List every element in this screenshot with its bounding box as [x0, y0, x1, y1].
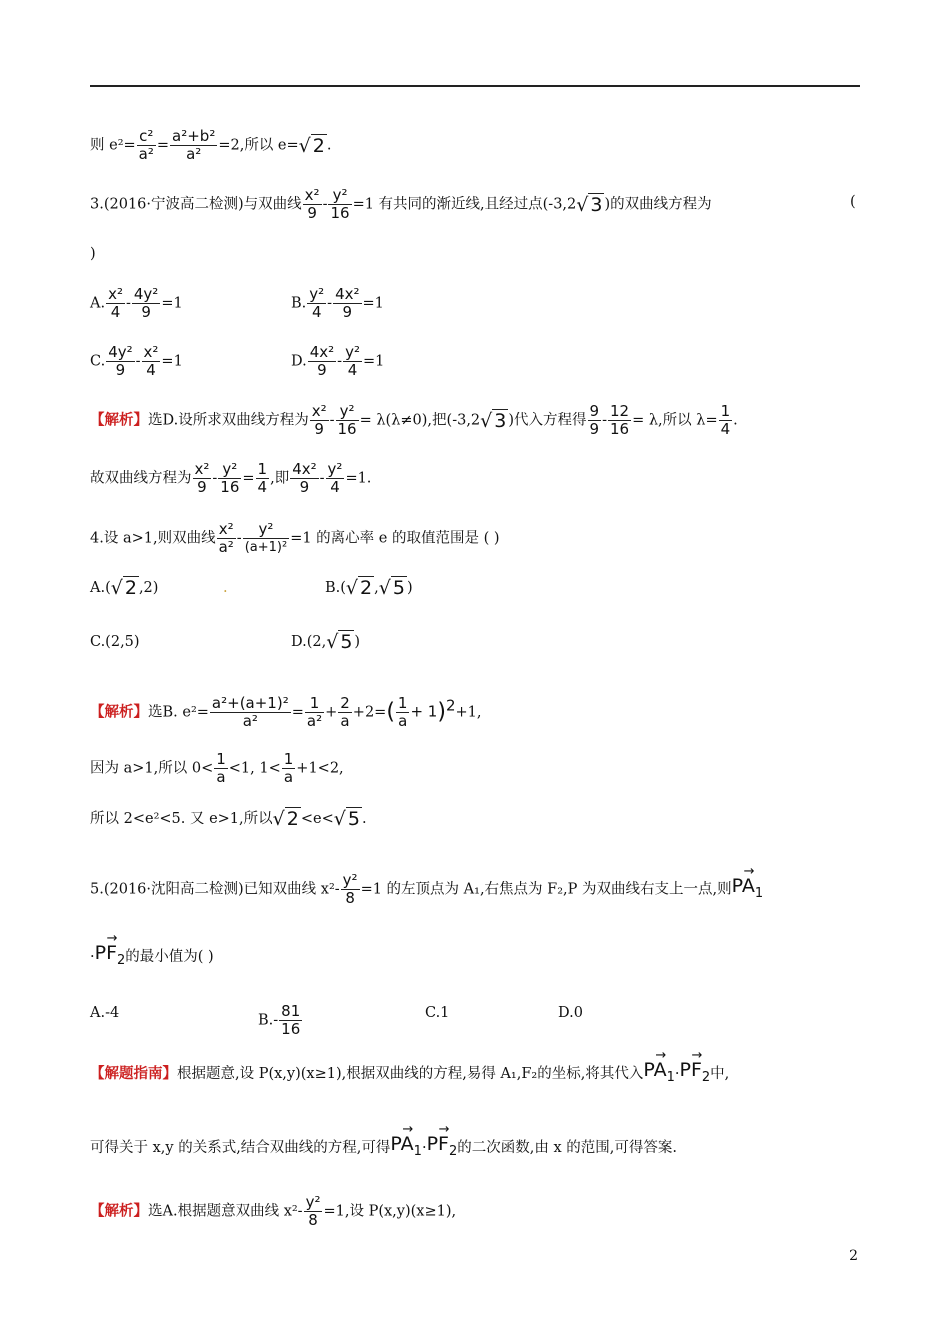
vector-pf2: → $PF_2$	[94, 931, 126, 968]
vector-pa1: → $PA_1$	[731, 863, 764, 901]
solution-tag: 【解析】	[90, 411, 148, 429]
solution-4-line3: 所以 2<e²<5. 又 e>1,所以√ 2 <e<√ 5 .	[90, 808, 367, 830]
question-5-line2: · → $PF_2$的最小值为( )	[90, 943, 214, 971]
denominator: a²	[138, 145, 154, 163]
page-number: 2	[849, 1248, 858, 1264]
option-d: D.(2,√ 5 )	[291, 631, 361, 653]
text: =	[156, 137, 170, 154]
question-3: 3.(2016·宁波高二检测)与双曲线 $\frac{\text{x²}}{9}$ - $\frac{\text{y²}}{16}$ =1 有共同的渐近线,且经过点(-3,2√ 3 )的双曲线方程为	[90, 186, 712, 222]
option-a: A. $\frac{\text{x²}}{4}$ - $\frac{\text{4y²}}{9}$ =1	[90, 285, 183, 321]
continuation-line: 则 e²= $\frac{\text{c²}}{\text{a²}}$ = $\frac{\text{a²+b²}}{\text{a²}}$ =2,所以 e=√ 2 .	[90, 127, 332, 163]
numerator: c²	[137, 128, 156, 146]
question-5: 5.(2016·沈阳高二检测)已知双曲线 x²- $\frac{\text{y²}}{8}$ =1 的左顶点为 A₁,右焦点为 F₂,P 为双曲线右支上一点,则 → $PA_1$	[90, 863, 764, 907]
answer-paren: (	[850, 194, 856, 210]
text: 则 e²=	[90, 137, 136, 154]
solution-4-line2: 因为 a>1,所以 0< $\frac{1}{a}$ <1, 1< $\frac{1}{a}$ +1<2,	[90, 750, 344, 786]
solution-3-line2: 故双曲线方程为 $\frac{\text{x²}}{9}$ - $\frac{\text{y²}}{16}$ = $\frac{1}{4}$ ,即 $\frac{\text{4x²}}{9}$ - $\frac{\text{y²}}{4}$ =1.	[90, 460, 372, 496]
solution-3: 【解析】选D.设所求双曲线方程为 $\frac{\text{x²}}{9}$ - $\frac{\text{y²}}{16}$ = λ(λ≠0),把(-3,2√ 3 )代入方程得 $\frac{9}{9}$ - $\frac{12}{16}$ = λ,所以 λ= $\frac{1}{4}$ .	[90, 402, 738, 438]
option-b: B.- $\frac{81}{16}$	[258, 1002, 301, 1038]
question-4: 4.设 a>1,则双曲线 $\frac{\text{x²}}{\text{a²}}$ - $\frac{\text{y²}}{\text{(a+1)²}}$ =1 的离心率 e 的取值范围是 ( )	[90, 520, 500, 556]
sqrt: √ 3	[576, 193, 603, 216]
guide-5: 【解题指南】根据题意,设 P(x,y)(x≥1),根据双曲线的方程,易得 A₁,F₂的坐标,将其代入 → $PA_1\cdot$ → $PF_2$中,	[90, 1048, 730, 1085]
sqrt: √ 2	[298, 134, 325, 157]
text: =2,所以 e=	[218, 137, 299, 154]
option-c: C. $\frac{\text{4y²}}{9}$ - $\frac{\text{x²}}{4}$ =1	[90, 343, 183, 379]
option-b: B. $\frac{\text{y²}}{4}$ - $\frac{\text{4x²}}{9}$ =1	[291, 285, 384, 321]
numerator: a²+b²	[172, 127, 216, 145]
option-c: C.1	[425, 1005, 450, 1021]
denominator: a²	[186, 145, 202, 163]
option-a: A.(√ 2 ,2)	[90, 577, 159, 599]
header-rule	[90, 85, 860, 87]
option-a: A.-4	[90, 1005, 120, 1021]
option-d: D.0	[558, 1005, 583, 1021]
option-d: D. $\frac{\text{4x²}}{9}$ - $\frac{\text{y²}}{4}$ =1	[291, 343, 385, 379]
answer-paren: )	[90, 246, 96, 262]
stray-dot: .	[223, 580, 228, 596]
option-c: C.(2,5)	[90, 634, 140, 650]
option-b: B.(√ 2 ,√ 5 )	[325, 577, 413, 599]
solution-5: 【解析】选A.根据题意双曲线 x²- $\frac{\text{y²}}{8}$ =1,设 P(x,y)(x≥1),	[90, 1193, 457, 1229]
solution-4: 【解析】选B. e²= $\frac{\text{a²+(a+1)²}}{\text{a²}}$ = $\frac{1}{\text{a²}}$ + $\frac{2}{a}$ +2=( $\frac{1}{a}$ + 1)$^2$+1,	[90, 694, 482, 730]
guide-5-line2: 可得关于 x,y 的关系式,结合双曲线的方程,可得 → $PA_1\cdot$ → $PF_2$的二次函数,由 x 的范围,可得答案.	[90, 1122, 677, 1159]
